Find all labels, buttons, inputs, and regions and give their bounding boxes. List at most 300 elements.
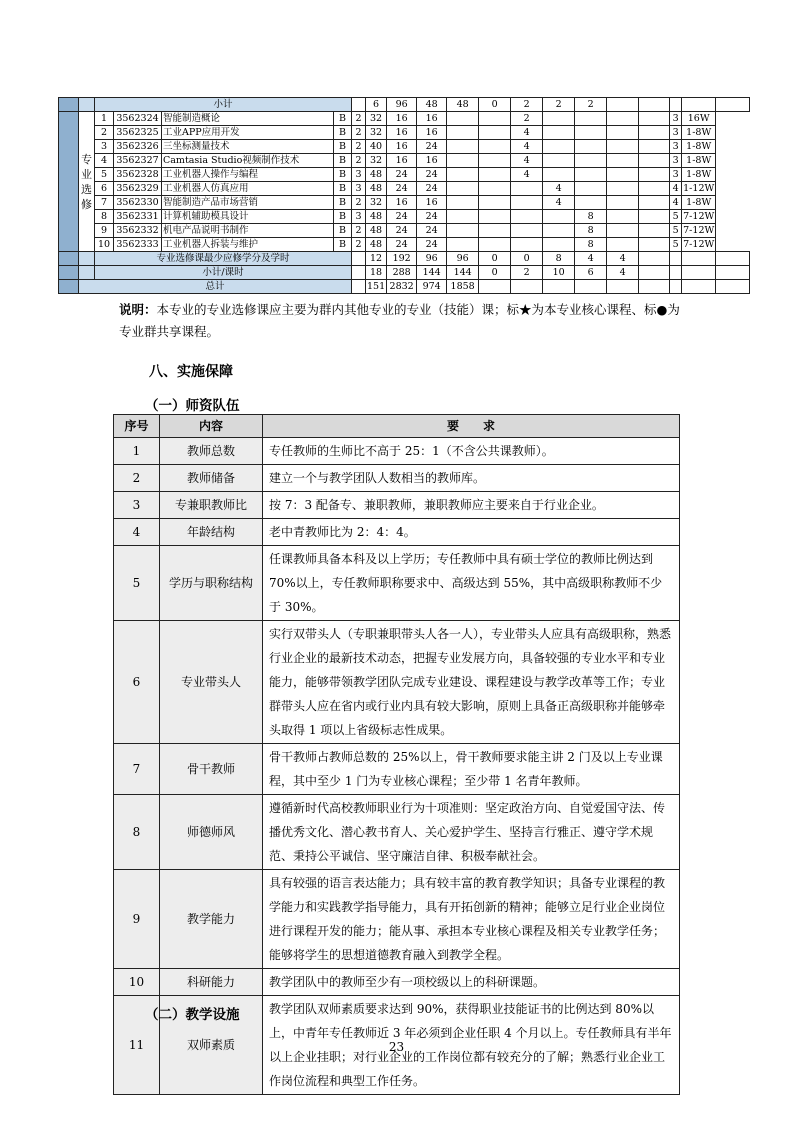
- staff-row: [114, 492, 680, 519]
- staff-row-item: 教师总数: [160, 438, 263, 465]
- course-type: B: [334, 210, 352, 224]
- course-assess: 5: [670, 238, 682, 252]
- page-number: 23: [388, 1040, 405, 1054]
- course-hours: 48: [366, 182, 387, 196]
- course-s6: [607, 224, 639, 238]
- course-s1: [447, 224, 479, 238]
- course-s6: [607, 154, 639, 168]
- empty-cell: [716, 252, 750, 266]
- course-row: [59, 238, 750, 252]
- course-s3: [511, 238, 543, 252]
- subtotal-hours-row-label: 小计/课时: [95, 266, 352, 280]
- staff-row-requirement: 任课教师具备本科及以上学历；专任教师中具有硕士学位的教师比例达到 70%以上，专任教师职称要求中、高级达到 55%，其中高级职称教师不少于 30%。: [263, 546, 680, 621]
- course-weeks: 1-8W: [682, 196, 716, 210]
- subtotal-value: 96: [387, 98, 417, 112]
- course-s3: 4: [511, 154, 543, 168]
- staff-row-no: 8: [114, 795, 160, 870]
- subsection-title-staff: （一）师资队伍: [145, 398, 240, 414]
- staff-row: [114, 744, 680, 795]
- empty-cell: [639, 112, 670, 126]
- subsection-title-facilities: （二）教学设施: [145, 1007, 240, 1023]
- course-weeks: 7-12W: [683, 211, 715, 222]
- course-s3: [511, 210, 543, 224]
- staff-row-requirement: 专任教师的生师比不高于 25：1（不含公共课教师）。: [263, 438, 680, 465]
- course-s5: [575, 196, 607, 210]
- course-hours: 32: [366, 126, 387, 140]
- course-practice: 24: [417, 182, 447, 196]
- course-code: 3562325: [114, 126, 162, 140]
- course-credit: 3: [352, 182, 366, 196]
- subtotal-hours-row: [59, 266, 750, 280]
- course-row: [59, 126, 750, 140]
- staff-row-no: 6: [114, 621, 160, 744]
- subtotal-value: [716, 98, 750, 112]
- course-no: 4: [95, 154, 114, 168]
- course-weeks: 16W: [682, 112, 716, 126]
- course-theory: 24: [387, 210, 417, 224]
- course-s5: [575, 182, 607, 196]
- course-weeks: 1-12W: [683, 183, 715, 194]
- course-s3: [511, 196, 543, 210]
- course-name: 智能制造产品市场营销: [162, 196, 334, 210]
- course-assess: 3: [670, 112, 682, 126]
- course-assess: 3: [670, 154, 682, 168]
- course-credit: 2: [352, 196, 366, 210]
- staff-row-requirement: 老中青教师比为 2：4：4。: [263, 519, 680, 546]
- staff-row-no: 3: [114, 492, 160, 519]
- course-row: [59, 140, 750, 154]
- course-s4: [543, 210, 575, 224]
- course-hours: 32: [366, 196, 387, 210]
- course-s1: [447, 238, 479, 252]
- empty-cell: [639, 182, 670, 196]
- course-code: 3562333: [114, 238, 162, 252]
- staff-row: [114, 519, 680, 546]
- staff-row-requirement: 遵循新时代高校教师职业行为十项准则：坚定政治方向、自觉爱国守法、传播优秀文化、潜心教书育人、关心爱护学生、坚持言行雅正、遵守学术规范、秉持公平诚信、坚守廉洁自律、积极奉献社会。: [263, 795, 680, 870]
- course-theory: 16: [387, 196, 417, 210]
- total-value: 1858: [447, 280, 479, 294]
- course-theory: 16: [387, 140, 417, 154]
- course-s2: [479, 154, 511, 168]
- min-credits-row-value: 192: [387, 252, 417, 266]
- course-s4: [543, 168, 575, 182]
- empty-cell: [639, 238, 670, 252]
- course-theory: 16: [387, 126, 417, 140]
- empty-cell: [352, 266, 366, 280]
- subtotal-value: [607, 98, 639, 112]
- course-type: B: [334, 238, 352, 252]
- empty-cell: [352, 280, 366, 294]
- course-s1: [447, 182, 479, 196]
- course-s5: 8: [575, 238, 607, 252]
- empty-cell: [682, 252, 716, 266]
- subtotal-value: [670, 98, 682, 112]
- course-no: 3: [95, 140, 114, 154]
- course-type: B: [334, 126, 352, 140]
- course-s3: 4: [511, 126, 543, 140]
- course-weeks: 1-8W: [682, 126, 716, 140]
- staff-row-requirement: 教学团队中的教师至少有一项校级以上的科研课题。: [263, 969, 680, 996]
- empty-cell: [670, 252, 682, 266]
- staff-row-item: 双师素质: [160, 996, 263, 1095]
- course-s3: [511, 224, 543, 238]
- course-s3: [511, 182, 543, 196]
- course-theory: 16: [387, 112, 417, 126]
- min-credits-row-value: 96: [447, 252, 479, 266]
- elective-course-table: [58, 97, 750, 294]
- table-note: [119, 299, 689, 343]
- total-label: 总计: [79, 280, 352, 294]
- course-s6: [607, 140, 639, 154]
- staff-row-requirement: 教学团队双师素质要求达到 90%，获得职业技能证书的比例达到 80%以上，中青年专任教师近 3 年必须到企业任职 4 个月以上。专任教师具有半年以上企业挂职；对行业企业的工作岗位都有较充分的了解；熟悉行业企业工作岗位流程和典型工作任务。: [263, 996, 680, 1095]
- course-practice: 16: [417, 154, 447, 168]
- course-s1: [447, 210, 479, 224]
- staff-row: [114, 795, 680, 870]
- staff-row-item: 教师储备: [160, 465, 263, 492]
- course-s2: [479, 126, 511, 140]
- course-s4: 4: [543, 182, 575, 196]
- min-credits-row-value: 8: [543, 252, 575, 266]
- header-requirement: 要 求: [263, 415, 680, 438]
- course-theory: 24: [387, 168, 417, 182]
- course-s5: [575, 154, 607, 168]
- min-credits-row: [59, 252, 750, 266]
- course-s4: [543, 112, 575, 126]
- course-s4: [543, 238, 575, 252]
- band-cell: [59, 112, 79, 252]
- course-no: 1: [95, 112, 114, 126]
- course-credit: 2: [352, 112, 366, 126]
- min-credits-row-value: 96: [417, 252, 447, 266]
- total-row: [59, 280, 750, 294]
- note-text: 本专业的专业选修课应主要为群内其他专业的专业（技能）课；标★为本专业核心课程、标●为专业群共享课程。: [119, 302, 680, 339]
- empty-cell: [639, 168, 670, 182]
- empty-cell: [543, 280, 575, 294]
- section-title: 八、实施保障: [149, 364, 233, 380]
- staff-row-no: 10: [114, 969, 160, 996]
- min-credits-row-label: 专业选修课最少应修学分及学时: [95, 252, 352, 266]
- course-no: 8: [95, 210, 114, 224]
- course-name: 机电产品说明书制作: [162, 224, 334, 238]
- empty-cell: [575, 280, 607, 294]
- course-row: [59, 196, 750, 210]
- subtotal-hours-row-value: 10: [543, 266, 575, 280]
- band-cell: [79, 98, 95, 112]
- course-weeks: 7-12W: [683, 239, 715, 250]
- course-type: B: [334, 140, 352, 154]
- course-weeks: 1-8W: [682, 140, 716, 154]
- course-no: 5: [95, 168, 114, 182]
- staff-row-no: 2: [114, 465, 160, 492]
- band-cell: [59, 252, 79, 266]
- course-row: [59, 112, 750, 126]
- course-s6: [607, 126, 639, 140]
- empty-cell: [639, 126, 670, 140]
- course-code: 3562327: [114, 154, 162, 168]
- course-s1: [447, 112, 479, 126]
- empty-cell: [479, 280, 511, 294]
- staff-row-item: 师德师风: [160, 795, 263, 870]
- empty-cell: [639, 154, 670, 168]
- staff-row-item: 教学能力: [160, 870, 263, 969]
- subtotal-value: [682, 98, 716, 112]
- course-name: 工业机器人操作与编程: [162, 168, 334, 182]
- staff-row-no: 11: [114, 996, 160, 1095]
- empty-cell: [716, 280, 750, 294]
- subtotal-hours-row-value: 18: [366, 266, 387, 280]
- subtotal-hours-row-value: 6: [575, 266, 607, 280]
- course-credit: 2: [352, 224, 366, 238]
- course-hours: 48: [366, 168, 387, 182]
- course-code: 3562332: [114, 224, 162, 238]
- staff-requirements-table: [113, 414, 680, 1095]
- staff-row-no: 4: [114, 519, 160, 546]
- staff-row: [114, 621, 680, 744]
- band-cell: [79, 266, 95, 280]
- course-s6: [607, 238, 639, 252]
- staff-row-requirement: 骨干教师占教师总数的 25%以上，骨干教师要求能主讲 2 门及以上专业课程，其中至少 1 门为专业核心课程；至少带 1 名青年教师。: [263, 744, 680, 795]
- course-assess: 4: [670, 182, 682, 196]
- course-name: 智能制造概论: [162, 112, 334, 126]
- course-s4: 4: [543, 196, 575, 210]
- course-s5: [575, 112, 607, 126]
- course-name: 工业APP应用开发: [162, 126, 334, 140]
- course-type: B: [334, 196, 352, 210]
- staff-row-item: 专兼职教师比: [160, 492, 263, 519]
- course-hours: 32: [366, 112, 387, 126]
- staff-row-item: 学历与职称结构: [160, 546, 263, 621]
- course-s2: [479, 224, 511, 238]
- course-theory: 16: [387, 154, 417, 168]
- course-hours: 48: [366, 224, 387, 238]
- subtotal-label: 小计: [95, 98, 352, 112]
- course-s2: [479, 140, 511, 154]
- course-credit: 2: [352, 154, 366, 168]
- course-theory: 24: [387, 182, 417, 196]
- course-type: B: [334, 182, 352, 196]
- subtotal-value: 2: [543, 98, 575, 112]
- course-credit: 2: [352, 126, 366, 140]
- subtotal-hours-row-value: 144: [447, 266, 479, 280]
- course-s1: [447, 168, 479, 182]
- course-no: 2: [95, 126, 114, 140]
- empty-cell: [639, 224, 670, 238]
- course-assess: 3: [670, 168, 682, 182]
- subtotal-hours-row-value: 288: [387, 266, 417, 280]
- course-s5: 8: [575, 210, 607, 224]
- empty-cell: [716, 266, 750, 280]
- subtotal-value: 2: [511, 98, 543, 112]
- course-practice: 24: [417, 224, 447, 238]
- course-s2: [479, 168, 511, 182]
- min-credits-row-value: 4: [607, 252, 639, 266]
- total-value: 151: [367, 281, 386, 292]
- course-s2: [479, 210, 511, 224]
- total-value: 2832: [387, 280, 417, 294]
- subtotal-hours-row-value: 4: [607, 266, 639, 280]
- course-s6: [607, 182, 639, 196]
- course-theory: 24: [387, 238, 417, 252]
- course-s5: [575, 126, 607, 140]
- staff-row: [114, 465, 680, 492]
- staff-row-no: 9: [114, 870, 160, 969]
- course-type: B: [334, 112, 352, 126]
- course-s1: [447, 140, 479, 154]
- empty-cell: [682, 266, 716, 280]
- staff-row-item: 骨干教师: [160, 744, 263, 795]
- course-code: 3562328: [114, 168, 162, 182]
- course-s6: [607, 210, 639, 224]
- empty-cell: [639, 210, 670, 224]
- course-row: [59, 224, 750, 238]
- course-practice: 24: [417, 140, 447, 154]
- course-hours: 40: [366, 140, 387, 154]
- course-weeks: 1-8W: [682, 154, 716, 168]
- empty-cell: [639, 252, 670, 266]
- course-s3: 4: [511, 140, 543, 154]
- band-cell: [59, 266, 79, 280]
- course-code: 3562326: [114, 140, 162, 154]
- category-label: 专业选修: [79, 112, 95, 252]
- subtotal-value: 6: [366, 98, 387, 112]
- empty-cell: [682, 280, 716, 294]
- total-value: 974: [417, 280, 447, 294]
- course-s4: [543, 126, 575, 140]
- min-credits-row-value: 0: [511, 252, 543, 266]
- staff-row-requirement: 具有较强的语言表达能力；具有较丰富的教育教学知识；具备专业课程的教学能力和实践教学指导能力，具有开拓创新的精神；能够立足行业企业岗位进行课程开发的能力；能从事、承担本专业核心课程及相关专业教学任务；能够将学生的思想道德教育融入到教学全程。: [263, 870, 680, 969]
- band-cell: [79, 252, 95, 266]
- course-no: 6: [95, 182, 114, 196]
- course-s2: [479, 238, 511, 252]
- course-credit: 2: [352, 238, 366, 252]
- course-s2: [479, 182, 511, 196]
- course-credit: 3: [352, 210, 366, 224]
- note-label: 说明：: [119, 302, 157, 317]
- course-s4: [543, 154, 575, 168]
- min-credits-row-value: 0: [479, 252, 511, 266]
- course-no: 9: [95, 224, 114, 238]
- staff-row-requirement: 实行双带头人（专职兼职带头人各一人），专业带头人应具有高级职称，熟悉行业企业的最新技术动态，把握专业发展方向，具备较强的专业水平和专业能力，能够带领教学团队完成专业建设、课程建设与教学改革等工作；专业群带头人应在省内或行业内具有较大影响，原则上具备正高级职称并能够牵头取得 1 项以上省级标志性成果。: [263, 621, 680, 744]
- course-row: [59, 182, 750, 196]
- course-practice: 16: [417, 196, 447, 210]
- staff-row: [114, 546, 680, 621]
- subtotal-value: 48: [447, 98, 479, 112]
- band-cell: [59, 98, 79, 112]
- subtotal-row: [59, 98, 750, 112]
- subtotal-value: [352, 98, 366, 112]
- header-content: 内容: [160, 415, 263, 438]
- min-credits-row-value: 4: [575, 252, 607, 266]
- course-weeks: 1-8W: [682, 168, 716, 182]
- course-practice: 24: [417, 238, 447, 252]
- course-assess: 3: [670, 140, 682, 154]
- course-name: 三坐标测量技术: [162, 140, 334, 154]
- course-row: [59, 154, 750, 168]
- staff-row-no: 5: [114, 546, 160, 621]
- empty-cell: [670, 280, 682, 294]
- empty-cell: [352, 252, 366, 266]
- course-s3: 2: [511, 112, 543, 126]
- course-assess: 5: [670, 210, 682, 224]
- empty-cell: [670, 266, 682, 280]
- subtotal-value: 0: [479, 98, 511, 112]
- course-assess: 5: [670, 224, 682, 238]
- empty-cell: [639, 280, 670, 294]
- course-type: B: [334, 154, 352, 168]
- course-credit: 3: [352, 168, 366, 182]
- course-s1: [447, 154, 479, 168]
- band-cell: [59, 280, 79, 294]
- course-hours: 48: [366, 210, 387, 224]
- course-hours: 32: [366, 154, 387, 168]
- subtotal-value: 48: [417, 98, 447, 112]
- course-s5: [575, 168, 607, 182]
- course-s2: [479, 196, 511, 210]
- empty-cell: [607, 280, 639, 294]
- course-type: B: [334, 224, 352, 238]
- staff-row-item: 专业带头人: [160, 621, 263, 744]
- empty-cell: [639, 140, 670, 154]
- course-row: [59, 210, 750, 224]
- course-practice: 24: [417, 210, 447, 224]
- empty-cell: [639, 266, 670, 280]
- staff-row-requirement: 建立一个与教学团队人数相当的教师库。: [263, 465, 680, 492]
- subtotal-hours-row-value: 2: [511, 266, 543, 280]
- course-code: 3562331: [114, 210, 162, 224]
- course-practice: 16: [417, 112, 447, 126]
- subtotal-value: [639, 98, 670, 112]
- course-weeks: 7-12W: [683, 225, 715, 236]
- staff-table-body: [114, 415, 680, 1095]
- course-code: 3562330: [114, 196, 162, 210]
- course-s5: [575, 140, 607, 154]
- course-code: 3562324: [114, 112, 162, 126]
- course-name: 工业机器人仿真应用: [162, 182, 334, 196]
- course-practice: 24: [417, 168, 447, 182]
- course-name: 工业机器人拆装与维护: [162, 238, 334, 252]
- course-table-body: [59, 98, 750, 294]
- staff-row-item: 年龄结构: [160, 519, 263, 546]
- empty-cell: [511, 280, 543, 294]
- staff-row: [114, 969, 680, 996]
- course-assess: 4: [670, 196, 682, 210]
- staff-row-no: 1: [114, 438, 160, 465]
- course-s4: [543, 140, 575, 154]
- empty-cell: [639, 196, 670, 210]
- course-s6: [607, 168, 639, 182]
- course-name: Camtasia Studio视频制作技术: [162, 154, 334, 168]
- subtotal-hours-row-value: 144: [417, 266, 447, 280]
- course-assess: 3: [670, 126, 682, 140]
- course-s3: 4: [511, 168, 543, 182]
- course-row: [59, 168, 750, 182]
- course-s4: [543, 224, 575, 238]
- course-s6: [607, 196, 639, 210]
- header-no: 序号: [114, 415, 160, 438]
- course-no: 7: [95, 196, 114, 210]
- course-credit: 2: [352, 140, 366, 154]
- staff-row-item: 科研能力: [160, 969, 263, 996]
- course-hours: 48: [366, 238, 387, 252]
- subtotal-value: 2: [575, 98, 607, 112]
- course-theory: 24: [387, 224, 417, 238]
- staff-table-header: [114, 415, 680, 438]
- course-s1: [447, 196, 479, 210]
- min-credits-row-value: 12: [366, 252, 387, 266]
- course-s1: [447, 126, 479, 140]
- course-s2: [479, 112, 511, 126]
- course-type: B: [334, 168, 352, 182]
